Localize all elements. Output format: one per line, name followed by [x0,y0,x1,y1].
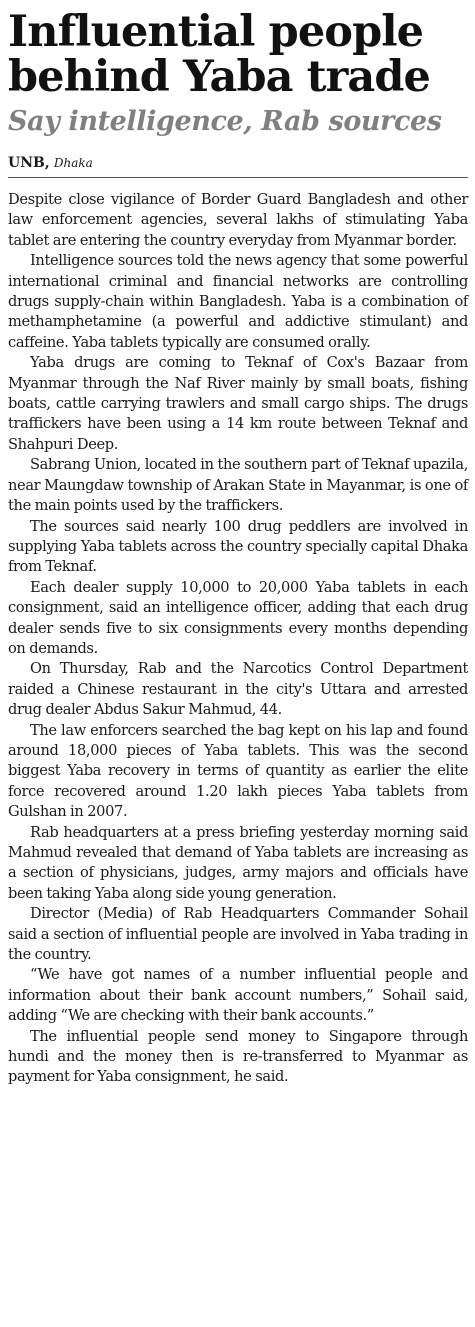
paragraph: Rab headquarters at a press briefing yesterday morning said Mahmud revealed that demand of Yaba tablets are increasing as a section of physicians, judges, army majors and officials have been taking Yaba along side young generation. [8,823,468,902]
headline-line-1: Influential people [8,7,424,57]
headline [8,7,468,102]
paragraph: “We have got names of a number influential people and information about their bank account numbers,” Sohail said, adding “We are checking with their bank accounts.” [8,966,468,1025]
headline-line-2: behind Yaba trade [8,52,430,102]
paragraph: Yaba drugs are coming to Teknaf of Cox's Bazaar from Myanmar through the Naf River mainly by small boats, fishing boats, cattle carrying trawlers and small cargo ships. The drugs traffickers have been using a 14 km route between Teknaf and Shahpuri Deep. [8,354,468,453]
paragraph: Each dealer supply 10,000 to 20,000 Yaba tablets in each consignment, said an intelligence officer, adding that each drug dealer sends five to six consignments every months depending on demands. [8,578,468,657]
news-article [8,0,468,1088]
paragraph: Director (Media) of Rab Headquarters Commander Sohail said a section of influential people are involved in Yaba trading in the country. [8,905,468,964]
paragraph: The influential people send money to Singapore through hundi and the money then is re-transferred to Myanmar as payment for Yaba consignment, he said. [8,1027,468,1086]
subheadline: Say intelligence, Rab sources [8,106,442,137]
paragraph: Intelligence sources told the news agency that some powerful international criminal and financial networks are controlling drugs supply-chain within Bangladesh. Yaba is a combination of methamphetamine (a powerful and addictive stimulant) and caffeine. Yaba tablets typically are consumed orally. [8,252,468,351]
byline [8,154,468,178]
byline-place: Dhaka [53,156,93,170]
byline-agency: UNB, [8,155,50,171]
paragraph: The law enforcers searched the bag kept on his lap and found around 18,000 pieces of Yaba tablets. This was the second biggest Yaba recovery in terms of quantity as earlier the elite force recovered around 1.20 lakh pieces Yaba tablets from Gulshan in 2007. [8,721,468,821]
paragraph: On Thursday, Rab and the Narcotics Control Department raided a Chinese restaurant in the city's Uttara and arrested drug dealer Abdus Sakur Mahmud, 44. [8,660,468,719]
paragraph: Despite close vigilance of Border Guard Bangladesh and other law enforcement agencies, several lakhs of stimulating Yaba tablet are entering the country everyday from Myanmar border. [8,191,468,249]
paragraph: The sources said nearly 100 drug peddlers are involved in supplying Yaba tablets across the country specially capital Dhaka from Teknaf. [8,517,468,576]
article-body [8,190,468,1088]
paragraph: Sabrang Union, located in the southern part of Teknaf upazila, near Maungdaw township of Arakan State in Mayanmar, is one of the main points used by the traffickers. [8,456,468,515]
